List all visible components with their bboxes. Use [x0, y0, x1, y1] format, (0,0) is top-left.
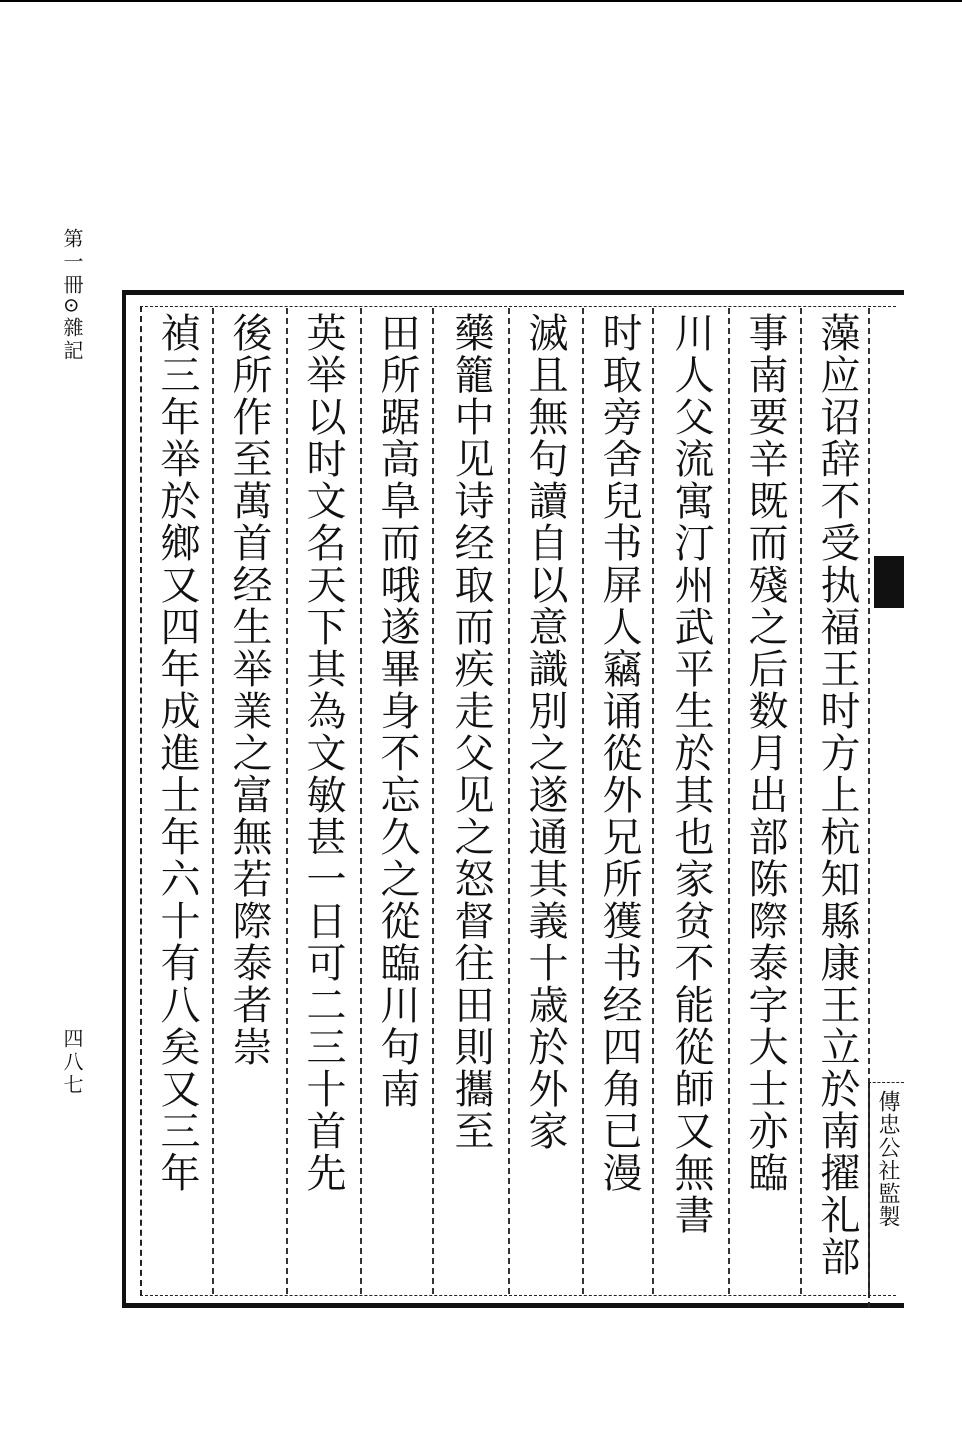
manuscript-column-10: 禎三年举於鄉又四年成進士年六十有八矣又三年 — [154, 312, 200, 1194]
column-divider — [508, 308, 510, 1294]
manuscript-column-8: 英举以时文名天下其為文敏甚一日可二三十首先 — [300, 312, 346, 1194]
column-divider — [652, 308, 654, 1294]
column-divider — [286, 308, 288, 1294]
column-divider — [582, 308, 584, 1294]
top-border-rule — [0, 0, 962, 2]
column-divider — [212, 308, 214, 1294]
manuscript-column-5: 滅且無句讀自以意識別之遂通其義十歳於外家 — [522, 312, 568, 1152]
column-divider — [360, 308, 362, 1294]
manuscript-column-4: 时取旁舍兒书屏人竊诵從外兄所獲书经四角已漫 — [596, 312, 642, 1194]
manuscript-column-3: 川人父流寓汀州武平生於其也家贫不能從師又無書 — [668, 312, 714, 1236]
manuscript-column-2: 事南要辛既而殘之后数月出部陈際泰字大士亦臨 — [742, 312, 788, 1194]
page-number: 四八七 — [60, 1028, 84, 1097]
manuscript-column-7: 田所踞高阜而哦遂畢身不忘久之從臨川句南 — [374, 312, 420, 1110]
binding-tab-mark — [874, 556, 904, 608]
column-divider — [432, 308, 434, 1294]
manuscript-column-1: 藻应诏辞不受执福王时方上杭知縣康王立於南擢礼部 — [814, 312, 860, 1278]
manuscript-column-6: 藥籠中见诗经取而疾走父见之怒督往田則攜至 — [448, 312, 494, 1152]
column-divider — [800, 308, 802, 1294]
manuscript-column-9: 後所作至萬首经生举業之富無若際泰者崇 — [226, 312, 272, 1068]
volume-section-caption: 第一冊⊙雜記 — [60, 228, 84, 363]
column-divider — [728, 308, 730, 1294]
publisher-stamp: 傳忠公社監製 — [875, 1090, 900, 1228]
